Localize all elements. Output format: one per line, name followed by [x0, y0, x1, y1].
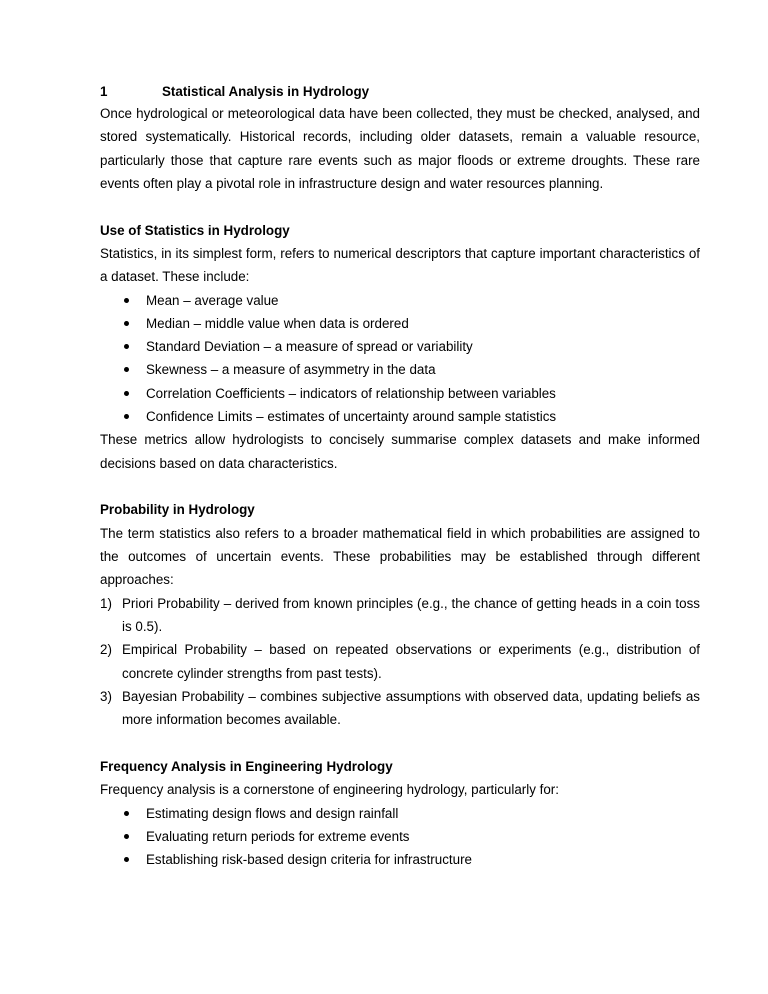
statistics-outro: These metrics allow hydrologists to concisely summarise complex datasets and make informed decisions based on data characteristics. — [100, 432, 700, 471]
list-item: Mean – average value — [100, 289, 700, 312]
statistics-heading: Use of Statistics in Hydrology — [100, 222, 290, 238]
probability-list — [100, 592, 700, 732]
frequency-intro: Frequency analysis is a cornerstone of engineering hydrology, particularly for: — [100, 782, 559, 798]
list-item — [100, 685, 700, 732]
statistics-list — [100, 289, 700, 429]
section-title: Statistical Analysis in Hydrology — [162, 84, 370, 99]
list-item: Confidence Limits – estimates of uncertainty around sample statistics — [100, 405, 700, 428]
section-heading — [100, 82, 700, 102]
item-number: 1) — [100, 595, 112, 611]
list-item: Establishing risk-based design criteria for infrastructure — [100, 848, 700, 871]
list-item: Correlation Coefficients – indicators of relationship between variables — [100, 382, 700, 405]
item-number: 3) — [100, 688, 112, 704]
list-item: Evaluating return periods for extreme events — [100, 825, 700, 848]
list-item: Skewness – a measure of asymmetry in the data — [100, 358, 700, 381]
list-item — [100, 638, 700, 685]
item-text: Empirical Probability – based on repeated observations or experiments (e.g., distribution of concrete cylinder strengths from past tests). — [122, 642, 700, 681]
item-text: Bayesian Probability – combines subjective assumptions with observed data, updating beliefs as more information becomes available. — [122, 688, 700, 728]
list-item: Standard Deviation – a measure of spread or variability — [100, 335, 700, 358]
statistics-intro: Statistics, in its simplest form, refers to numerical descriptors that capture important characteristics of a dataset. These include: — [100, 245, 700, 285]
frequency-list — [100, 802, 700, 872]
intro-paragraph: Once hydrological or meteorological data have been collected, they must be checked, analysed, and stored systematically. Historical records, including older datasets, remain a valuable resource, particularly those that capture rare events such as major floods or extreme droughts. These rare events often play a pivotal role in infrastructure design and water resources planning. — [100, 106, 700, 191]
document-page — [100, 82, 700, 871]
probability-heading: Probability in Hydrology — [100, 502, 255, 518]
probability-intro: The term statistics also refers to a broader mathematical field in which probabilities are assigned to the outcomes of uncertain events. These probabilities may be established through different approaches: — [100, 525, 700, 588]
item-text: Priori Probability – derived from known principles (e.g., the chance of getting heads in a coin toss is 0.5). — [122, 595, 700, 634]
frequency-heading: Frequency Analysis in Engineering Hydrology — [100, 758, 393, 774]
section-number: 1 — [100, 84, 108, 99]
list-item: Estimating design flows and design rainfall — [100, 802, 700, 825]
list-item: Median – middle value when data is ordered — [100, 312, 700, 335]
list-item — [100, 592, 700, 639]
item-number: 2) — [100, 642, 112, 658]
